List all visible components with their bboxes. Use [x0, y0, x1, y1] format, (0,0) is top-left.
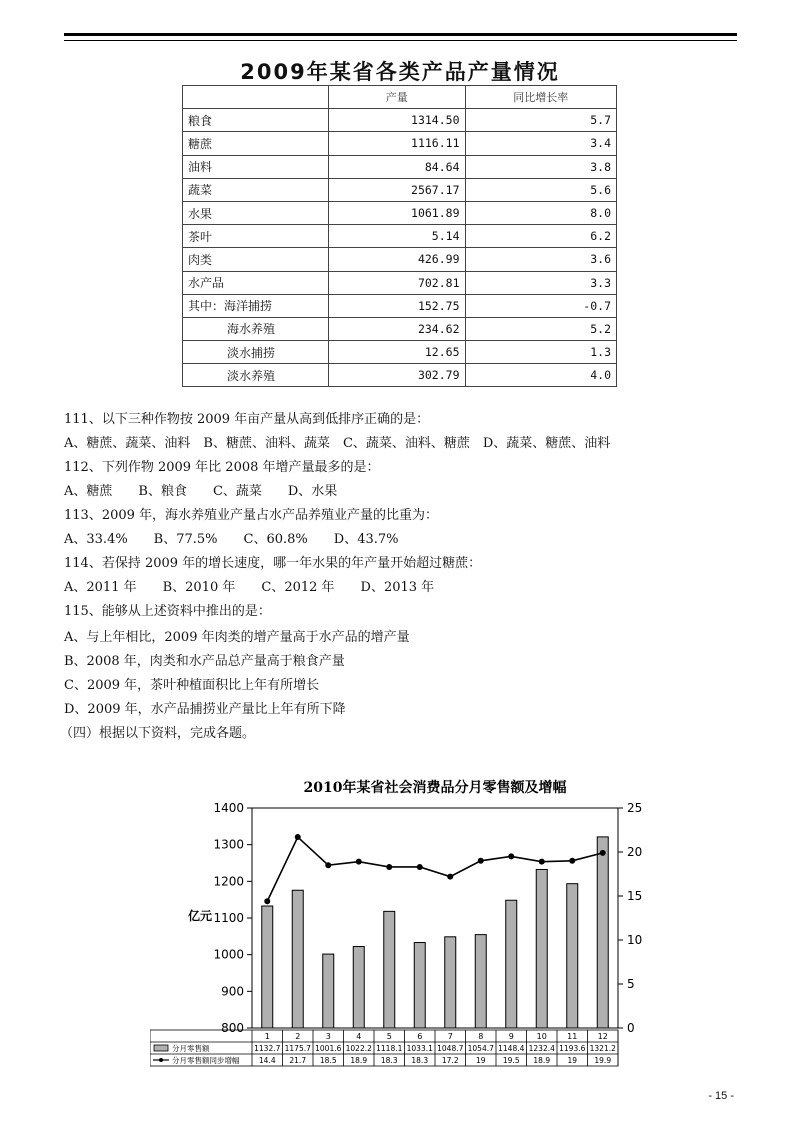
table-row	[183, 178, 617, 201]
question-line: D、2009 年，水产品捕捞业产量比上年有所下降	[64, 702, 346, 717]
x-tick-label: 10	[536, 1032, 547, 1041]
row-growth: 3.3	[465, 271, 617, 294]
line-data-label: 19	[567, 1056, 578, 1065]
table-row	[183, 294, 617, 317]
bar-data-label: 1193.6	[559, 1044, 586, 1053]
row-output: 302.79	[329, 364, 466, 387]
y2-tick-label: 15	[627, 889, 643, 903]
header-rule-thick	[64, 33, 737, 36]
x-tick-label: 8	[478, 1032, 484, 1041]
line-data-label: 19.9	[594, 1056, 612, 1065]
line-data-label: 18.3	[411, 1056, 429, 1065]
table-row	[183, 248, 617, 271]
growth-point	[325, 862, 331, 868]
bar-data-label: 1048.7	[437, 1044, 464, 1053]
question-line: C、2009 年，茶叶种植面积比上年有所增长	[64, 678, 320, 693]
x-tick-label: 9	[508, 1032, 514, 1041]
bar	[262, 906, 273, 1028]
row-name: 淡水捕捞	[183, 341, 329, 364]
row-output: 1116.11	[329, 132, 466, 155]
bar	[384, 911, 395, 1028]
y-tick-label: 1400	[213, 801, 244, 815]
legend-line-marker	[159, 1058, 163, 1062]
row-name: 蔬菜	[183, 178, 329, 201]
y-tick-label: 1100	[213, 911, 244, 925]
line-data-label: 18.5	[319, 1056, 337, 1065]
bar	[536, 869, 547, 1028]
row-name: 茶叶	[183, 225, 329, 248]
row-output: 5.14	[329, 225, 466, 248]
y2-tick-label: 20	[627, 845, 643, 859]
row-name: 水产品	[183, 271, 329, 294]
table-body	[183, 109, 617, 387]
production-table	[182, 85, 617, 387]
legend-bar-swatch	[154, 1045, 168, 1051]
x-tick-label: 12	[597, 1032, 608, 1041]
row-growth: 3.6	[465, 248, 617, 271]
y2-tick-label: 25	[627, 801, 643, 815]
table-row	[183, 225, 617, 248]
row-output: 12.65	[329, 341, 466, 364]
question-line: A、与上年相比，2009 年肉类的增产量高于水产品的增产量	[64, 630, 410, 645]
row-output: 152.75	[329, 294, 466, 317]
question-line: （四）根据以下资料，完成各题。	[60, 726, 256, 741]
page-number: - 15 -	[708, 1090, 734, 1102]
table-row	[183, 132, 617, 155]
bar-data-label: 1118.1	[376, 1044, 403, 1053]
legend-line-label: 分月零售额同步增幅	[172, 1056, 240, 1065]
row-name: 油料	[183, 155, 329, 178]
growth-point	[295, 834, 301, 840]
header-cell-growth: 同比增长率	[465, 86, 617, 109]
x-tick-label: 2	[295, 1032, 301, 1041]
row-name: 水果	[183, 201, 329, 224]
x-tick-label: 3	[325, 1032, 331, 1041]
question-line: A、糖蔗 B、粮食 C、蔬菜 D、水果	[64, 484, 338, 499]
table-row	[183, 155, 617, 178]
row-output: 84.64	[329, 155, 466, 178]
bar-data-label: 1175.7	[284, 1044, 311, 1053]
bar-data-label: 1033.1	[406, 1044, 433, 1053]
x-tick-label: 7	[447, 1032, 453, 1041]
question-line: B、2008 年，肉类和水产品总产量高于粮食产量	[64, 654, 345, 669]
line-data-label: 18.9	[350, 1056, 368, 1065]
row-growth: 8.0	[465, 201, 617, 224]
growth-point	[508, 853, 514, 859]
plot-frame	[252, 808, 618, 1028]
question-line: A、33.4% B、77.5% C、60.8% D、43.7%	[64, 532, 399, 547]
table-row	[183, 271, 617, 294]
table-row	[183, 317, 617, 340]
x-tick-label: 5	[386, 1032, 392, 1041]
row-growth: 5.7	[465, 109, 617, 132]
x-tick-label: 4	[356, 1032, 362, 1041]
y-tick-label: 1000	[213, 947, 244, 962]
bar-data-label: 1001.6	[315, 1044, 342, 1053]
line-data-label: 18.9	[533, 1056, 551, 1065]
x-tick-label: 11	[567, 1032, 578, 1041]
growth-point	[356, 859, 362, 865]
row-growth: 3.4	[465, 132, 617, 155]
bar-data-label: 1022.2	[345, 1044, 372, 1053]
growth-line	[267, 837, 603, 901]
bar	[567, 884, 578, 1028]
row-name: 肉类	[183, 248, 329, 271]
growth-point	[386, 864, 392, 870]
header-cell-name	[183, 86, 329, 109]
line-data-label: 14.4	[258, 1056, 276, 1065]
row-output: 702.81	[329, 271, 466, 294]
question-line: 112、下列作物 2009 年比 2008 年增产量最多的是：	[64, 460, 380, 475]
growth-point	[600, 850, 606, 856]
chart-title: 2010年某省社会消费品分月零售额及增幅	[303, 780, 567, 796]
retail-chart	[150, 770, 650, 1092]
bar-data-label: 1232.4	[528, 1044, 555, 1053]
growth-point	[478, 858, 484, 864]
y-axis-label: 亿元	[188, 909, 213, 923]
table-title: 2009年某省各类产品产量情况	[240, 60, 560, 84]
bar-data-label: 1054.7	[467, 1044, 494, 1053]
row-output: 1314.50	[329, 109, 466, 132]
growth-point	[447, 874, 453, 880]
bar-data-label: 1148.4	[498, 1044, 525, 1053]
row-growth: 6.2	[465, 225, 617, 248]
y2-tick-label: 10	[627, 933, 643, 947]
line-data-label: 18.3	[380, 1056, 398, 1065]
question-line: 113、2009 年，海水养殖业产量占水产品养殖业产量的比重为：	[64, 508, 439, 523]
x-tick-label: 6	[417, 1032, 423, 1041]
bar	[506, 900, 517, 1028]
y-tick-label: 1300	[213, 837, 244, 852]
row-name: 糖蔗	[183, 132, 329, 155]
line-data-label: 21.7	[289, 1056, 307, 1065]
bar	[353, 947, 364, 1028]
question-line: A、2011 年 B、2010 年 C、2012 年 D、2013 年	[64, 580, 435, 595]
legend-bar-label: 分月零售额	[172, 1044, 210, 1053]
table-header-row	[183, 86, 617, 109]
growth-point	[569, 858, 575, 864]
bar	[475, 935, 486, 1028]
row-output: 2567.17	[329, 178, 466, 201]
row-name: 其中：海洋捕捞	[183, 294, 329, 317]
bar	[414, 943, 425, 1028]
growth-point	[417, 864, 423, 870]
table-row	[183, 341, 617, 364]
row-output: 234.62	[329, 317, 466, 340]
growth-point	[264, 898, 270, 904]
bar	[323, 954, 334, 1028]
question-line: A、糖蔗、蔬菜、油料 B、糖蔗、油料、蔬菜 C、蔬菜、油料、糖蔗 D、蔬菜、糖蔗、油料	[64, 436, 611, 451]
row-growth: 1.3	[465, 341, 617, 364]
line-data-label: 19.5	[502, 1056, 520, 1065]
row-name: 粮食	[183, 109, 329, 132]
y-tick-label: 800	[221, 1021, 244, 1035]
question-line: 115、能够从上述资料中推出的是：	[64, 604, 271, 619]
row-output: 1061.89	[329, 201, 466, 224]
row-name: 海水养殖	[183, 317, 329, 340]
row-growth: 5.2	[465, 317, 617, 340]
line-data-label: 17.2	[441, 1056, 459, 1065]
y2-tick-label: 5	[627, 977, 635, 991]
y2-tick-label: 0	[627, 1021, 635, 1035]
x-tick-label: 1	[264, 1032, 270, 1041]
row-growth: 3.8	[465, 155, 617, 178]
bar	[292, 890, 303, 1028]
question-line: 111、以下三种作物按 2009 年亩产量从高到低排序正确的是：	[64, 412, 430, 427]
bar	[445, 937, 456, 1028]
table-row	[183, 364, 617, 387]
y-tick-label: 900	[221, 984, 244, 999]
row-growth: 5.6	[465, 178, 617, 201]
header-rule-thin	[64, 40, 737, 41]
row-growth: 4.0	[465, 364, 617, 387]
row-output: 426.99	[329, 248, 466, 271]
bar-data-label: 1132.7	[254, 1044, 281, 1053]
row-name: 淡水养殖	[183, 364, 329, 387]
growth-point	[539, 859, 545, 865]
bar	[597, 837, 608, 1028]
table-row	[183, 109, 617, 132]
line-data-label: 19	[475, 1056, 486, 1065]
table-row	[183, 201, 617, 224]
y-tick-label: 1200	[213, 874, 244, 889]
question-line: 114、若保持 2009 年的增长速度，哪一年水果的年产量开始超过糖蔗：	[64, 556, 482, 571]
row-growth: -0.7	[465, 294, 617, 317]
bar-data-label: 1321.2	[589, 1044, 616, 1053]
header-cell-output: 产量	[329, 86, 466, 109]
